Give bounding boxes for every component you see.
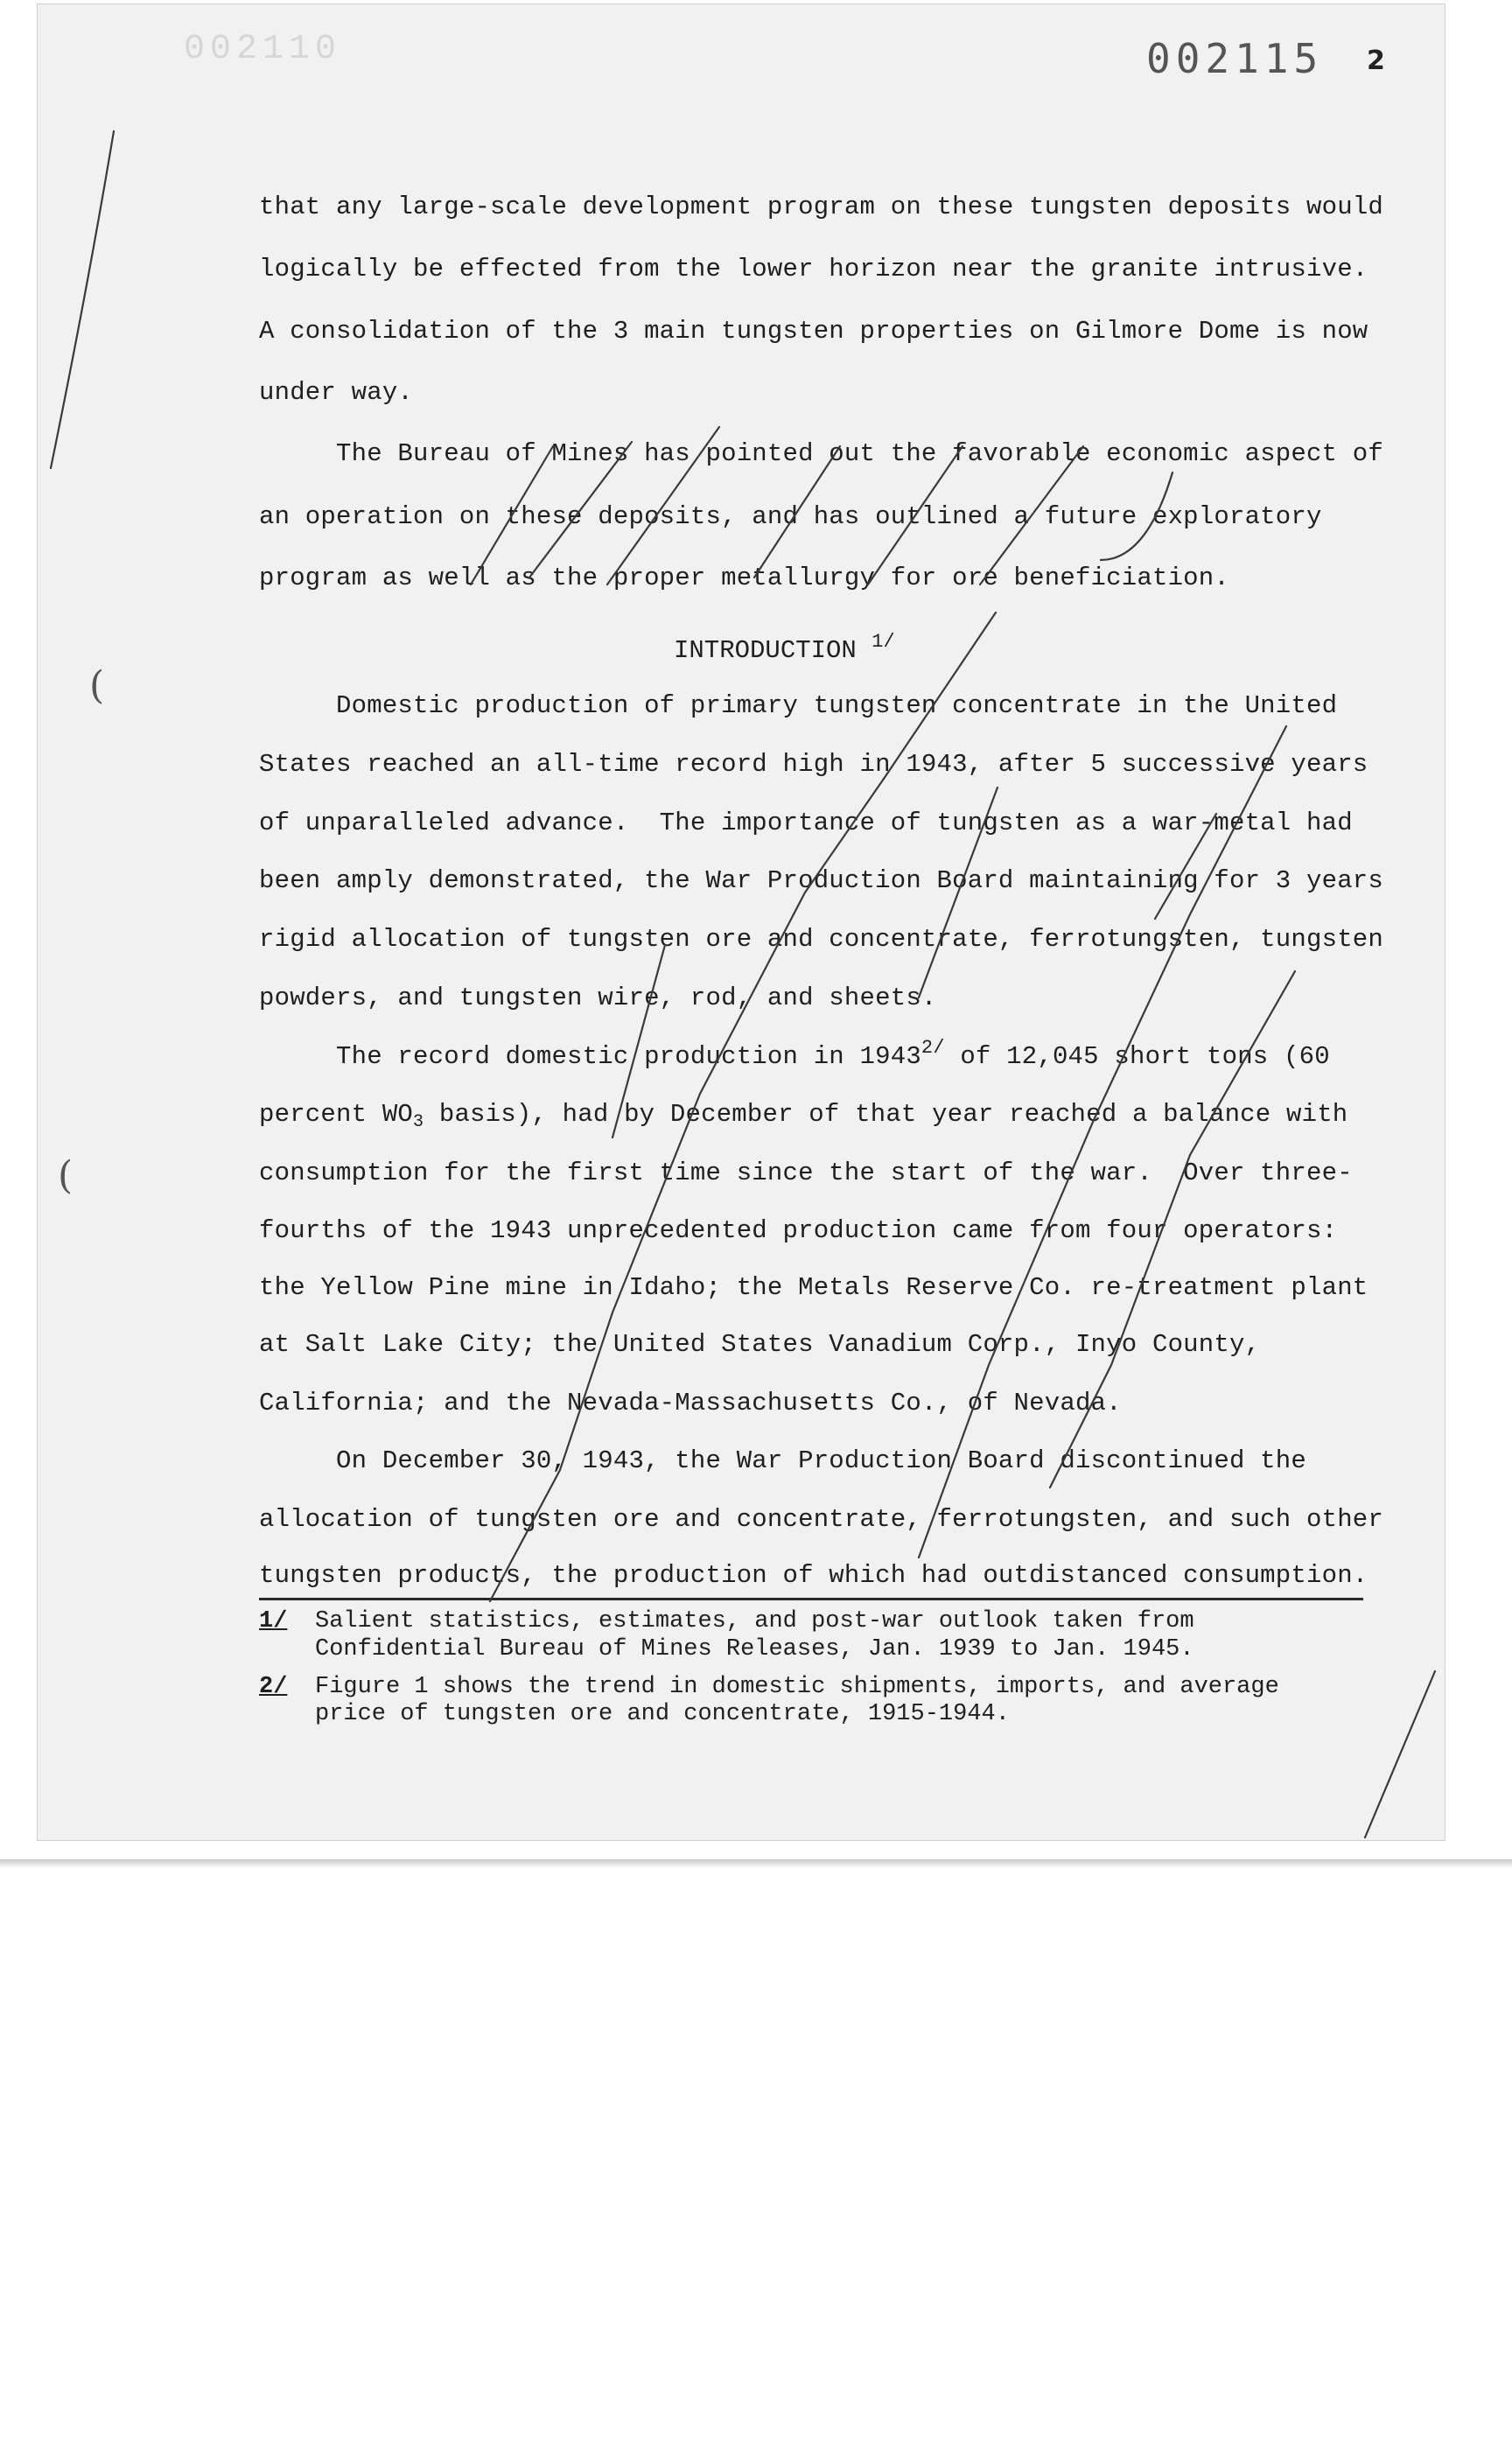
record-text: The record domestic production in 1943 [259, 1042, 921, 1071]
faded-stamp-number: 002110 [184, 30, 342, 69]
body-line: that any large-scale development program on these tungsten deposits would [259, 192, 1384, 221]
body-line: under way. [259, 378, 414, 407]
heading-text: INTRODUCTION [674, 636, 857, 665]
footnote-2-cont [259, 1701, 1010, 1754]
december-line: tungsten products, the production of which had outdistanced consumption. [259, 1561, 1368, 1590]
record-line [259, 1037, 1330, 1071]
body-line: logically be effected from the lower horizon near the granite intrusive. [259, 255, 1368, 284]
wo3-subscript: 3 [413, 1112, 424, 1132]
body-line: The Bureau of Mines has pointed out the favorable economic aspect of [259, 439, 1384, 468]
margin-mark: ( [58, 1153, 74, 1198]
document-number: 002115 [1146, 35, 1324, 82]
record-line: at Salt Lake City; the United States Vanadium Corp., Inyo County, [259, 1330, 1261, 1359]
body-line: A consolidation of the 3 main tungsten properties on Gilmore Dome is now [259, 317, 1368, 346]
record-line: fourths of the 1943 unprecedented production came from four operators: [259, 1216, 1338, 1245]
december-line: allocation of tungsten ore and concentrate, ferrotungsten, and such other [259, 1505, 1384, 1534]
record-text: of 12,045 short tons (60 [944, 1042, 1330, 1071]
page-edge-shadow [0, 1859, 1512, 1868]
record-text: basis), had by December of that year reached a balance with [424, 1100, 1348, 1129]
intro-line: rigid allocation of tungsten ore and concentrate, ferrotungsten, tungsten [259, 925, 1384, 954]
body-line: an operation on these deposits, and has outlined a future exploratory [259, 502, 1322, 531]
footnote-text: price of tungsten ore and concentrate, 1915-1944. [315, 1701, 1010, 1727]
body-line: program as well as the proper metallurgy for ore beneficiation. [259, 564, 1229, 592]
footnote-mark: 2/ [259, 1674, 288, 1700]
footnote-text: Salient statistics, estimates, and post-war outlook taken from [315, 1608, 1194, 1634]
december-line: On December 30, 1943, the War Production Board discontinued the [259, 1446, 1306, 1475]
record-footnote-ref: 2/ [920, 1037, 945, 1059]
record-line: the Yellow Pine mine in Idaho; the Metals Reserve Co. re-treatment plant [259, 1273, 1368, 1302]
record-line [259, 1100, 1348, 1132]
page-number: 2 [1367, 46, 1385, 76]
margin-mark: ( [89, 663, 105, 708]
record-line: California; and the Nevada-Massachusetts Co., of Nevada. [259, 1389, 1122, 1418]
footnote-text: Figure 1 shows the trend in domestic shipments, imports, and average [315, 1674, 1279, 1700]
intro-line: States reached an all-time record high in 1943, after 5 successive years [259, 750, 1368, 779]
section-heading [674, 631, 895, 665]
footnote-divider [259, 1598, 1363, 1600]
intro-line: Domestic production of primary tungsten concentrate in the United [259, 691, 1338, 720]
record-line: consumption for the first time since the start of the war. Over three- [259, 1158, 1353, 1187]
footnote-text: Confidential Bureau of Mines Releases, Jan. 1939 to Jan. 1945. [315, 1636, 1194, 1662]
record-text: percent WO [259, 1100, 414, 1129]
heading-footnote-ref: 1/ [872, 631, 895, 653]
footnote-mark: 1/ [259, 1608, 288, 1634]
intro-line: of unparalleled advance. The importance of tungsten as a war-metal had [259, 808, 1353, 837]
intro-line: been amply demonstrated, the War Production Board maintaining for 3 years [259, 866, 1384, 895]
intro-line: powders, and tungsten wire, rod, and sheets. [259, 984, 937, 1012]
